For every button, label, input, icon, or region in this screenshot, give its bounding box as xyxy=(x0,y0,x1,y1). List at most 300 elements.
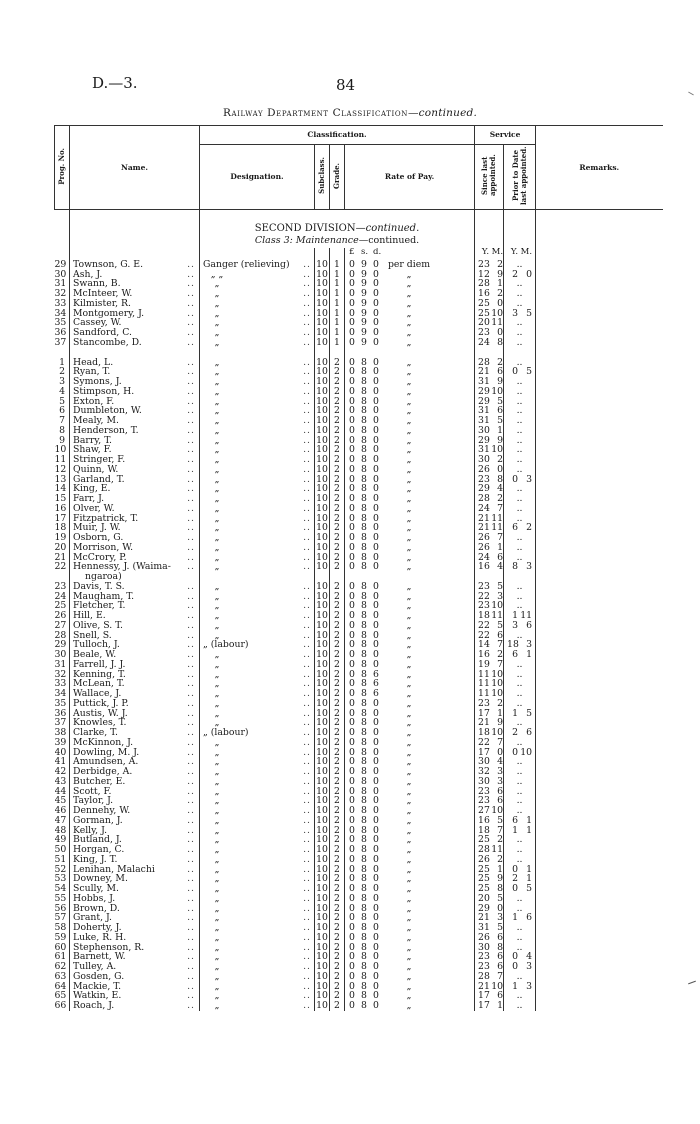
since-months: 11 xyxy=(491,523,504,533)
rate-cell xyxy=(345,962,475,972)
rate-pence: 0 xyxy=(373,337,379,348)
prior-cell xyxy=(504,465,536,475)
subclass-cell: 10 xyxy=(316,884,328,894)
name-cell: Sandford, C. .. xyxy=(70,328,200,338)
rate-pence: 0 xyxy=(373,474,379,485)
grade-cell: 2 xyxy=(330,397,345,407)
prog-no-cell: 57 xyxy=(55,913,70,923)
rate-pounds: 0 xyxy=(349,698,355,709)
name-cell: Henderson, T. .. xyxy=(70,426,200,436)
since-last-cell xyxy=(475,835,504,845)
prior-cell xyxy=(504,796,536,806)
designation: „ xyxy=(214,474,220,485)
since-years: 18 xyxy=(478,611,490,621)
designation: „ xyxy=(214,581,220,592)
subclass-cell: 10 xyxy=(316,591,328,602)
rate-pounds: 0 xyxy=(349,962,355,972)
rate-basis: „ xyxy=(406,552,412,563)
prior-none: .. xyxy=(516,591,523,602)
since-last-cell xyxy=(475,709,504,719)
since-months: 6 xyxy=(497,630,504,641)
since-last-cell xyxy=(475,689,504,699)
name-cell: Osborn, G. .. xyxy=(70,533,200,543)
prior-cell xyxy=(504,699,536,709)
designation: „ xyxy=(214,942,220,953)
rate-pounds: 0 xyxy=(349,991,355,1001)
since-last-cell xyxy=(475,933,504,943)
prior-cell xyxy=(504,748,536,758)
name-cell: Fletcher, T. .. xyxy=(70,601,200,611)
table-row xyxy=(55,933,663,943)
designation: „ xyxy=(214,932,220,943)
subclass-cell: 10 xyxy=(316,533,328,543)
employee-name: Shaw, F. xyxy=(73,445,112,455)
rate-basis: „ xyxy=(406,289,412,299)
rate-cell xyxy=(345,865,475,875)
rate-basis: „ xyxy=(406,328,412,338)
since-years: 26 xyxy=(478,542,490,553)
designation-cell: „ .. xyxy=(200,923,315,933)
prior-cell xyxy=(504,445,536,455)
prior-months: 3 xyxy=(526,474,533,485)
designation: „ xyxy=(214,971,220,982)
remarks-cell xyxy=(536,621,663,631)
since-years: 28 xyxy=(478,494,490,504)
rate-basis: „ xyxy=(406,337,412,348)
employee-name: Puttick, J. P. xyxy=(73,698,129,709)
rate-pence: 0 xyxy=(373,601,379,611)
designation-cell: „ .. xyxy=(200,514,315,524)
subclass-cell: 10 xyxy=(316,445,328,455)
table-row xyxy=(55,962,663,972)
prog-no-cell: 58 xyxy=(55,923,70,933)
prior-cell xyxy=(504,621,536,631)
since-months: 3 xyxy=(497,776,504,787)
rate-shillings: 8 xyxy=(361,1001,367,1011)
subclass-cell: 10 xyxy=(316,689,328,699)
designation-cell: „ .. xyxy=(200,328,315,338)
prog-no-cell: 19 xyxy=(55,533,70,543)
rate-pounds: 0 xyxy=(349,718,355,728)
designation-cell: „ .. xyxy=(200,748,315,758)
rate-pence: 0 xyxy=(373,747,379,758)
prog-no-cell: 47 xyxy=(55,816,70,826)
rate-cell xyxy=(345,270,475,280)
grade-cell: 2 xyxy=(330,874,345,884)
designation: „ xyxy=(214,289,220,299)
rate-pence: 0 xyxy=(373,708,379,719)
remarks-cell xyxy=(536,952,663,962)
designation: „ xyxy=(214,484,220,494)
table-row xyxy=(55,952,663,962)
rate-pounds: 0 xyxy=(349,854,355,865)
prior-cell xyxy=(504,982,536,992)
designation: „ xyxy=(214,923,220,933)
employee-name: McKinnon, J. xyxy=(73,737,134,748)
since-years: 24 xyxy=(478,337,490,348)
prior-none: .. xyxy=(516,357,523,368)
table-row xyxy=(55,533,663,543)
rate-basis: „ xyxy=(406,737,412,748)
remarks-cell xyxy=(536,855,663,865)
rate-cell xyxy=(345,601,475,611)
prior-years: 1 xyxy=(512,825,519,836)
rate-shillings: 8 xyxy=(361,484,367,494)
rate-pence: 0 xyxy=(373,455,379,465)
table-row xyxy=(55,757,663,767)
prior-cell xyxy=(504,757,536,767)
designation: „ xyxy=(214,698,220,709)
subclass-cell: 10 xyxy=(316,942,328,953)
rate-pounds: 0 xyxy=(349,455,355,465)
grade-cell: 1 xyxy=(330,289,345,299)
designation: „ xyxy=(214,377,220,387)
employee-name: Hennessy, J. (Waima- xyxy=(73,562,171,573)
group-spacer xyxy=(55,348,663,358)
since-years: 29 xyxy=(478,484,490,494)
employee-name: Scott, F. xyxy=(73,786,112,797)
rate-basis: „ xyxy=(406,815,412,826)
rate-shillings: 8 xyxy=(361,689,367,699)
designation: „ xyxy=(214,416,220,426)
designation: „ (labour) xyxy=(203,728,249,738)
designation-cell: „ .. xyxy=(200,670,315,680)
rate-cell xyxy=(345,475,475,485)
prog-no-cell: 6 xyxy=(55,406,70,416)
prior-cell xyxy=(504,377,536,387)
since-last-cell xyxy=(475,377,504,387)
rate-pounds: 0 xyxy=(349,767,355,777)
table-row xyxy=(55,562,663,582)
table-row xyxy=(55,465,663,475)
since-months: 5 xyxy=(497,923,504,933)
employee-name: Gorman, J. xyxy=(73,815,123,826)
col-designation: Designation. xyxy=(200,145,315,210)
since-months: 6 xyxy=(497,552,504,563)
prior-none: .. xyxy=(516,971,523,982)
prog-no-cell: 44 xyxy=(55,787,70,797)
since-years: 16 xyxy=(478,650,490,660)
rate-shillings: 8 xyxy=(361,854,367,865)
since-years: 21 xyxy=(478,367,490,377)
rate-pounds: 0 xyxy=(349,708,355,719)
since-last-cell xyxy=(475,718,504,728)
employee-name: Downey, M. xyxy=(73,874,128,884)
table-row xyxy=(55,621,663,631)
prior-cell xyxy=(504,436,536,446)
since-last-cell xyxy=(475,582,504,592)
subclass-cell: 10 xyxy=(316,406,328,416)
name-cell: Wallace, J. .. xyxy=(70,689,200,699)
designation-cell: „ .. xyxy=(200,972,315,982)
prior-none: .. xyxy=(516,776,523,787)
since-last-cell xyxy=(475,358,504,368)
rate-pounds: 0 xyxy=(349,396,355,407)
since-last-cell xyxy=(475,943,504,953)
rate-basis: „ xyxy=(406,903,412,914)
prior-none: .. xyxy=(516,942,523,953)
since-last-cell xyxy=(475,299,504,309)
rate-shillings: 8 xyxy=(361,962,367,972)
since-years: 25 xyxy=(478,298,490,309)
designation: „ xyxy=(214,825,220,836)
remarks-cell xyxy=(536,982,663,992)
rate-cell xyxy=(345,621,475,631)
table-row xyxy=(55,640,663,650)
rate-cell xyxy=(345,533,475,543)
name-cell: Amundsen, A. .. xyxy=(70,757,200,767)
since-last-cell xyxy=(475,894,504,904)
subclass-cell: 10 xyxy=(316,464,328,475)
employee-name: Mackie, T. xyxy=(73,981,122,992)
prior-none: .. xyxy=(516,396,523,407)
subclass-cell: 10 xyxy=(316,679,328,689)
rate-cell xyxy=(345,611,475,621)
designation: „ xyxy=(214,962,220,972)
prior-cell xyxy=(504,318,536,328)
prog-no-cell: 37 xyxy=(55,338,70,348)
rate-shillings: 8 xyxy=(361,445,367,455)
subclass-cell: 10 xyxy=(316,611,328,621)
prior-cell xyxy=(504,523,536,533)
subclass-cell: 10 xyxy=(316,1001,328,1011)
since-last-cell xyxy=(475,543,504,553)
name-cell: Ryan, T. .. xyxy=(70,367,200,377)
rate-pounds: 0 xyxy=(349,445,355,455)
subclass-cell: 10 xyxy=(316,874,328,884)
remarks-cell xyxy=(536,367,663,377)
rate-basis: „ xyxy=(406,396,412,407)
rate-basis: „ xyxy=(406,854,412,865)
employee-name: Head, L. xyxy=(73,357,114,368)
grade-cell: 2 xyxy=(330,796,345,806)
rate-pounds: 0 xyxy=(349,484,355,494)
rate-pounds: 0 xyxy=(349,747,355,758)
remarks-cell xyxy=(536,884,663,894)
since-last-cell xyxy=(475,504,504,514)
name-cell: Garland, T. .. xyxy=(70,475,200,485)
rate-basis: „ xyxy=(406,669,412,680)
since-last-cell xyxy=(475,767,504,777)
rate-pounds: 0 xyxy=(349,552,355,563)
grade-cell: 2 xyxy=(330,787,345,797)
rate-shillings: 9 xyxy=(361,289,367,299)
employee-name: Stimpson, H. xyxy=(73,386,135,397)
remarks-cell xyxy=(536,816,663,826)
name-cell: Davis, T. S. .. xyxy=(70,582,200,592)
rate-cell xyxy=(345,377,475,387)
employee-name: Derbidge, A. xyxy=(73,767,133,777)
designation-cell: „ .. xyxy=(200,962,315,972)
prog-no-cell: 43 xyxy=(55,777,70,787)
since-last-cell xyxy=(475,845,504,855)
table-row xyxy=(55,874,663,884)
subclass-cell: 10 xyxy=(316,337,328,348)
since-years: 16 xyxy=(478,289,490,299)
rate-pounds: 0 xyxy=(349,328,355,338)
rate-pounds: 0 xyxy=(349,308,355,319)
subclass-cell: 10 xyxy=(316,289,328,299)
table-row xyxy=(55,543,663,553)
prior-none: .. xyxy=(516,659,523,670)
designation: „ xyxy=(214,650,220,660)
since-months: 10 xyxy=(491,806,504,816)
rate-shillings: 8 xyxy=(361,640,367,650)
since-last-cell xyxy=(475,445,504,455)
designation-cell: „ .. xyxy=(200,523,315,533)
rate-pence: 0 xyxy=(373,464,379,475)
employee-name: Farrell, J. J. xyxy=(73,659,126,670)
subclass-cell: 10 xyxy=(316,757,328,767)
prior-years: 18 xyxy=(507,640,519,650)
since-years: 30 xyxy=(478,425,490,436)
remarks-cell xyxy=(536,289,663,299)
since-last-cell xyxy=(475,455,504,465)
rate-pounds: 0 xyxy=(349,269,355,280)
rate-shillings: 8 xyxy=(361,718,367,728)
rate-cell xyxy=(345,582,475,592)
table-row xyxy=(55,660,663,670)
rate-shillings: 8 xyxy=(361,991,367,1001)
employee-name: Cassey, W. xyxy=(73,318,122,328)
prog-no-cell: 52 xyxy=(55,865,70,875)
designation-cell: „ .. xyxy=(200,884,315,894)
name-cell: Olver, W. .. xyxy=(70,504,200,514)
name-cell: Swann, B. .. xyxy=(70,279,200,289)
table-row xyxy=(55,826,663,836)
rate-pounds: 0 xyxy=(349,845,355,855)
since-years: 16 xyxy=(478,562,490,573)
prog-no-cell: 56 xyxy=(55,904,70,914)
rate-shillings: 9 xyxy=(361,269,367,280)
prior-months: 5 xyxy=(526,884,533,894)
designation: „ xyxy=(214,552,220,563)
rate-pence: 0 xyxy=(373,796,379,806)
prior-years: 6 xyxy=(512,650,519,660)
rate-basis: „ xyxy=(406,533,412,543)
prior-years: 2 xyxy=(512,269,519,280)
subclass-cell: 10 xyxy=(316,708,328,719)
since-months: 7 xyxy=(497,640,504,650)
employee-name: Ryan, T. xyxy=(73,367,111,377)
since-months: 10 xyxy=(491,601,504,611)
since-years: 22 xyxy=(478,591,490,602)
remarks-cell xyxy=(536,826,663,836)
subclass-cell: 10 xyxy=(316,581,328,592)
rate-pounds: 0 xyxy=(349,796,355,806)
name-cell: McKinnon, J. .. xyxy=(70,738,200,748)
prior-cell xyxy=(504,767,536,777)
designation-cell: „ .. xyxy=(200,387,315,397)
rate-basis: „ xyxy=(406,640,412,650)
prog-no-cell: 49 xyxy=(55,835,70,845)
since-years: 31 xyxy=(478,923,490,933)
rate-shillings: 8 xyxy=(361,923,367,933)
rate-shillings: 8 xyxy=(361,513,367,524)
since-months: 8 xyxy=(497,474,504,485)
rate-basis: „ xyxy=(406,445,412,455)
designation-cell: „ .. xyxy=(200,318,315,328)
since-last-cell xyxy=(475,475,504,485)
prior-none: .. xyxy=(516,464,523,475)
name-cell: Montgomery, J. .. xyxy=(70,309,200,319)
since-months: 5 xyxy=(497,815,504,826)
prog-no-cell: 46 xyxy=(55,806,70,816)
designation: „ xyxy=(214,611,220,621)
table-row xyxy=(55,436,663,446)
rate-cell xyxy=(345,972,475,982)
employee-name: King, J. T. xyxy=(73,854,118,865)
since-months: 7 xyxy=(497,659,504,670)
designation: „ xyxy=(214,952,220,962)
rate-shillings: 8 xyxy=(361,786,367,797)
rate-pence: 0 xyxy=(373,981,379,992)
name-cell: Head, L. .. xyxy=(70,358,200,368)
prior-cell xyxy=(504,640,536,650)
rate-basis: „ xyxy=(406,796,412,806)
name-cell: Dumbleton, W. .. xyxy=(70,406,200,416)
since-years: 21 xyxy=(478,913,490,923)
designation: „ xyxy=(214,542,220,553)
since-months: 11 xyxy=(491,318,504,328)
rate-shillings: 8 xyxy=(361,611,367,621)
designation: „ xyxy=(214,835,220,845)
since-years: 27 xyxy=(478,806,490,816)
rate-cell xyxy=(345,562,475,582)
rate-pence: 0 xyxy=(373,484,379,494)
rate-basis: „ xyxy=(406,357,412,368)
name-cell: Cassey, W. .. xyxy=(70,318,200,328)
prog-no-cell: 50 xyxy=(55,845,70,855)
rate-pence: 0 xyxy=(373,406,379,416)
since-last-cell xyxy=(475,728,504,738)
designation-cell: „ .. xyxy=(200,299,315,309)
prior-none: .. xyxy=(516,698,523,709)
name-cell: Symons, J. .. xyxy=(70,377,200,387)
since-last-cell xyxy=(475,621,504,631)
rate-pence: 0 xyxy=(373,611,379,621)
designation-cell: „ .. xyxy=(200,650,315,660)
since-last-cell xyxy=(475,660,504,670)
rate-shillings: 8 xyxy=(361,737,367,748)
since-last-cell xyxy=(475,865,504,875)
subclass-cell: 10 xyxy=(316,367,328,377)
rate-pounds: 0 xyxy=(349,406,355,416)
rate-pence: 0 xyxy=(373,503,379,514)
prior-cell xyxy=(504,874,536,884)
table-row xyxy=(55,816,663,826)
prior-none: .. xyxy=(516,425,523,436)
prior-months: 5 xyxy=(526,367,533,377)
rate-basis: „ xyxy=(406,308,412,319)
employee-name: Henderson, T. xyxy=(73,425,139,436)
rate-basis: „ xyxy=(406,435,412,446)
table-row xyxy=(55,592,663,602)
employee-name: Taylor, J. xyxy=(73,796,114,806)
prior-none: .. xyxy=(516,767,523,777)
rate-pence: 0 xyxy=(373,786,379,797)
rate-pounds: 0 xyxy=(349,952,355,962)
prog-no-cell: 22 xyxy=(55,562,70,582)
rate-pence: 0 xyxy=(373,1001,379,1011)
grade-cell: 2 xyxy=(330,514,345,524)
designation-cell: „ .. xyxy=(200,699,315,709)
rate-pounds: 0 xyxy=(349,630,355,641)
rate-shillings: 8 xyxy=(361,650,367,660)
grade-cell: 2 xyxy=(330,455,345,465)
employee-name: Muir, J. W. xyxy=(73,523,121,533)
grade-cell: 2 xyxy=(330,553,345,563)
